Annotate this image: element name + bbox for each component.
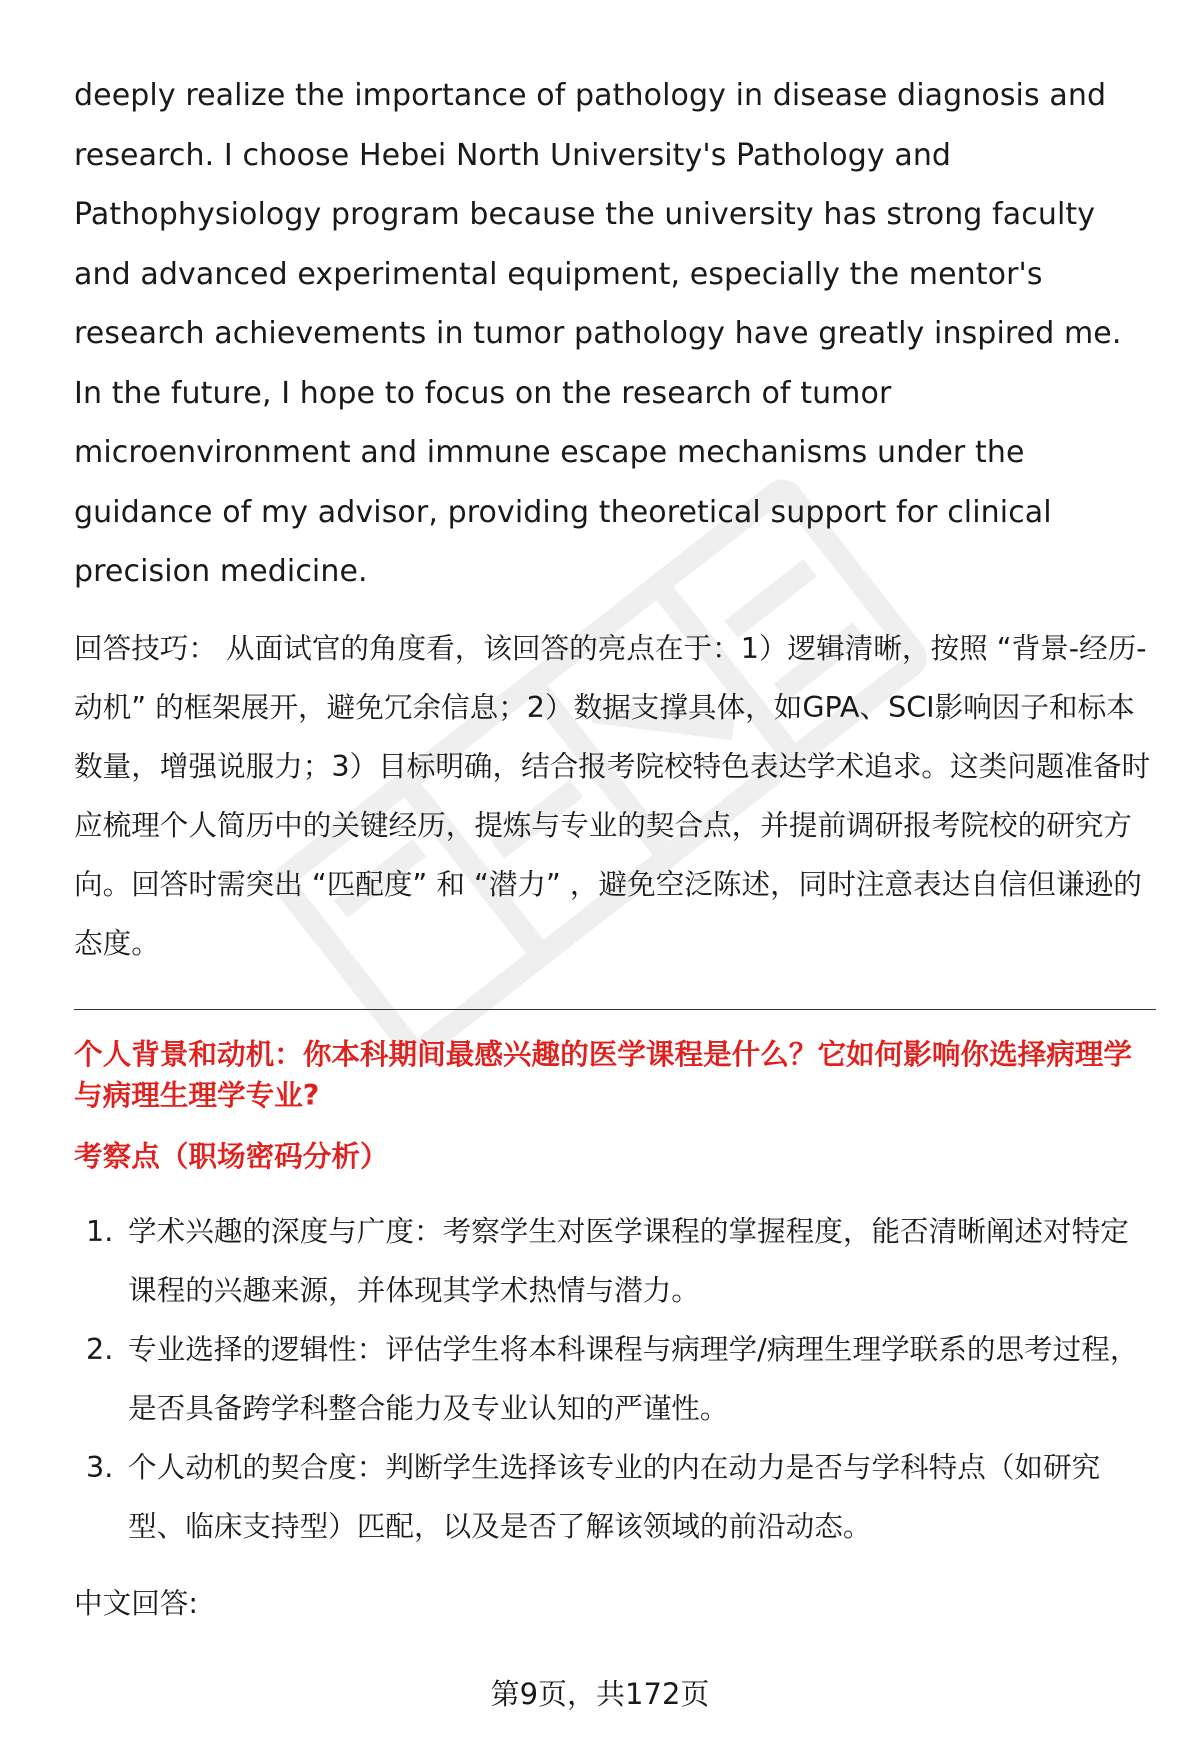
list-item-text: 个人动机的契合度：判断学生选择该专业的内在动力是否与学科特点（如研究型、临床支持型）匹配，以及是否了解该领域的前沿动态。 [128,1449,1101,1543]
chinese-answer-label: 中文回答: [74,1585,199,1620]
answer-tips-paragraph: 回答技巧： 从面试官的角度看，该回答的亮点在于：1）逻辑清晰，按照 “背景-经历-动机” 的框架展开，避免冗余信息；2）数据支撑具体，如GPA、SCI影响因子和标本数量，增强说服力；3）目标明确，结合报考院校特色表达学术追求。这类问题准备时应梳理个人简历中的关键经历，提炼与专业的契合点，并提前调研报考院校的研究方向。回答时需突出 “匹配度” 和 “潜力” ，避免空泛陈述，同时注意表达自信但谦逊的态度。 [74,630,1151,960]
list-item-text: 学术兴趣的深度与广度：考察学生对医学课程的掌握程度，能否清晰阐述对特定课程的兴趣来源，并体现其学术热情与潜力。 [128,1213,1129,1307]
list-item-number: 3. [86,1449,114,1484]
list-item [74,1202,1152,1320]
assessment-heading: 考察点（职场密码分析） [74,1138,389,1173]
assessment-list [74,1202,1154,1556]
page-content [74,66,1154,1633]
list-item-number: 1. [86,1213,114,1248]
section-divider [74,1009,1156,1010]
list-item [74,1438,1152,1556]
page-number-footer: 第9页，共172页 [490,1677,710,1711]
question-heading: 个人背景和动机：你本科期间最感兴趣的医学课程是什么？它如何影响你选择病理学与病理生理学专业? [74,1036,1132,1112]
list-item-text: 专业选择的逻辑性：评估学生将本科课程与病理学/病理生理学联系的思考过程，是否具备跨学科整合能力及专业认知的严谨性。 [128,1331,1139,1425]
list-item [74,1320,1152,1438]
intro-paragraph: deeply realize the importance of pathology in disease diagnosis and research. I choose Hebei North University's Pathology and Pathophysiology program because the university has strong faculty and advanced experimental equipment, especially the mentor's research achievements in tumor pathology have greatly inspired me. In the future, I hope to focus on the research of tumor microenvironment and immune escape mechanisms under the guidance of my advisor, providing theoretical support for clinical precision medicine. [74,78,1122,589]
list-item-number: 2. [86,1331,114,1366]
